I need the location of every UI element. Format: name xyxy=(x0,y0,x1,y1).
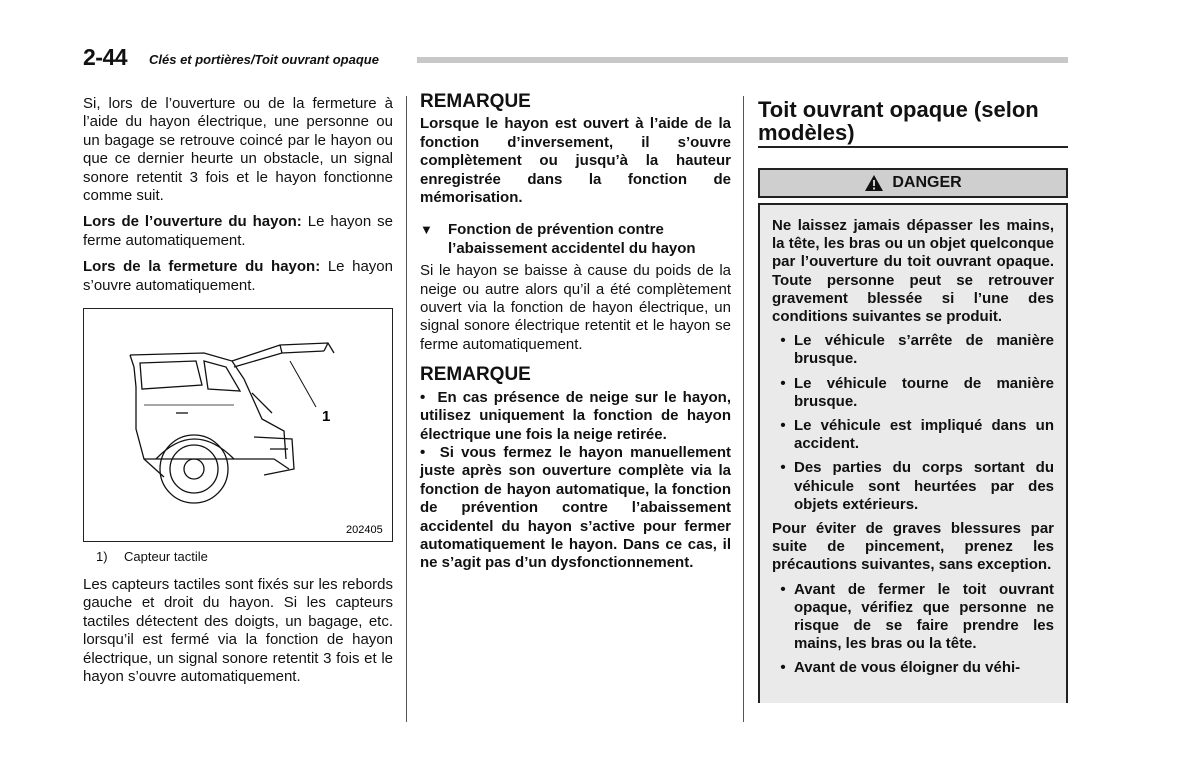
column-divider-2 xyxy=(743,96,744,722)
opening-paragraph xyxy=(83,213,393,250)
page-number: 2-44 xyxy=(83,44,128,70)
section-title: Clés et portières/Toit ouvrant opaque xyxy=(149,52,379,67)
precaution-item: • Avant de vous éloigner du véhi- xyxy=(780,659,1021,677)
tailgate-figure xyxy=(83,308,393,542)
precaution-item: • Avant de fermer le toit ouvrant opaque, vérifiez que personne ne risque de se faire prendre les mains, les bras ou la tête. xyxy=(780,580,1054,653)
warning-triangle-icon xyxy=(864,174,884,192)
opening-text: Le hayon se ferme automatiquement. xyxy=(83,213,394,249)
column-1-lower xyxy=(83,576,393,694)
remarque-list-2 xyxy=(420,389,731,573)
danger-item: • Le véhicule est impliqué dans un accident. xyxy=(780,417,1054,453)
sensors-paragraph: Les capteurs tactiles sont fixés sur les rebords gauche et droit du hayon. Si les capteurs tactiles détectent des doigts, un bagage, etc. lorsqu’il est fermé via la fonction de hayon électrique, un signal sonore retentit 3 fois et le hayon s’ouvre automatiquement. xyxy=(83,576,393,686)
figure-caption xyxy=(96,549,208,564)
car-rear-illustration xyxy=(84,309,392,541)
prevention-paragraph: Si le hayon se baisse à cause du poids de la neige ou autre alors qu’il a été complètement ouvert via la fonction de hayon électrique, un signal sonore électrique retentit et le hayon se ferme automatiquement. xyxy=(420,262,731,353)
toit-ouvrant-heading: Toit ouvrant opaque (selon modèles) xyxy=(758,97,1039,145)
closing-text: Le hayon s’ouvre automatiquement. xyxy=(83,258,393,294)
remarque-item: • Si vous fermez le hayon manuellement juste après son ouverture complète via la fonction de hayon automatique, la fonction de prévention contre l’abaissement accidentel du hayon s’active pour fermer automatiquement le hayon. Dans ce cas, il ne s’agit pas d’un dysfonctionnement. xyxy=(420,443,731,572)
column-1 xyxy=(83,95,393,303)
subheading-text: Fonction de prévention contre l’abaissement accidentel du hayon xyxy=(448,221,696,257)
remarque-item: • En cas présence de neige sur le hayon, utilisez uniquement la fonction de hayon électrique une fois la neige retirée. xyxy=(420,388,731,443)
page-header xyxy=(83,44,1068,68)
header-rule xyxy=(417,57,1068,63)
danger-item: • Le véhicule tourne de manière brusque. xyxy=(780,374,1054,410)
danger-item: • Le véhicule s’arrête de manière brusque. xyxy=(780,332,1054,368)
danger-content xyxy=(758,203,1068,703)
column-divider-1 xyxy=(406,96,407,722)
opening-label: Lors de l’ouverture du hayon: xyxy=(83,213,302,231)
caption-number: 1) xyxy=(96,549,108,564)
figure-callout: 1 xyxy=(322,408,331,425)
figure-code: 202405 xyxy=(346,524,383,536)
remarque-text-1: Lorsque le hayon est ouvert à l’aide de la fonction d’inversement, il s’ouvre complètement ou jusqu’à la hauteur enregistrée dans la fonction de mémorisation. xyxy=(420,115,731,207)
heading-rule xyxy=(758,146,1068,148)
closing-paragraph xyxy=(83,258,393,295)
danger-label: DANGER xyxy=(892,174,962,191)
remarque-heading-2: REMARQUE xyxy=(420,364,531,386)
danger-middle: Pour éviter de graves blessures par suite de pincement, prenez les précautions suivantes, sans exception. xyxy=(772,520,1054,574)
danger-intro: Ne laissez jamais dépasser les mains, la tête, les bras ou un objet quelconque par l’ouverture du toit ouvrant opaque. Toute personne peut se retrouver gravement blessée si l’une des conditions suivantes se produit. xyxy=(772,217,1054,326)
remarque-heading-1: REMARQUE xyxy=(420,91,531,112)
column-2 xyxy=(420,93,731,573)
caption-text: Capteur tactile xyxy=(124,549,208,564)
intro-paragraph: Si, lors de l’ouverture ou de la fermeture à l’aide du hayon électrique, une personne ou un bagage se retrouve coincé par le hayon ou que ce dernier heurte un obstacle, un signal sonore retentit 3 fois et le hayon fonctionne comme suit. xyxy=(83,95,393,205)
triangle-marker-icon: ▼ xyxy=(420,222,433,238)
danger-label-box xyxy=(758,168,1068,198)
danger-item: • Des parties du corps sortant du véhicule sont heurtées par des objets extérieurs. xyxy=(780,459,1054,513)
closing-label: Lors de la fermeture du hayon: xyxy=(83,258,321,276)
subheading-prevention xyxy=(420,221,731,258)
